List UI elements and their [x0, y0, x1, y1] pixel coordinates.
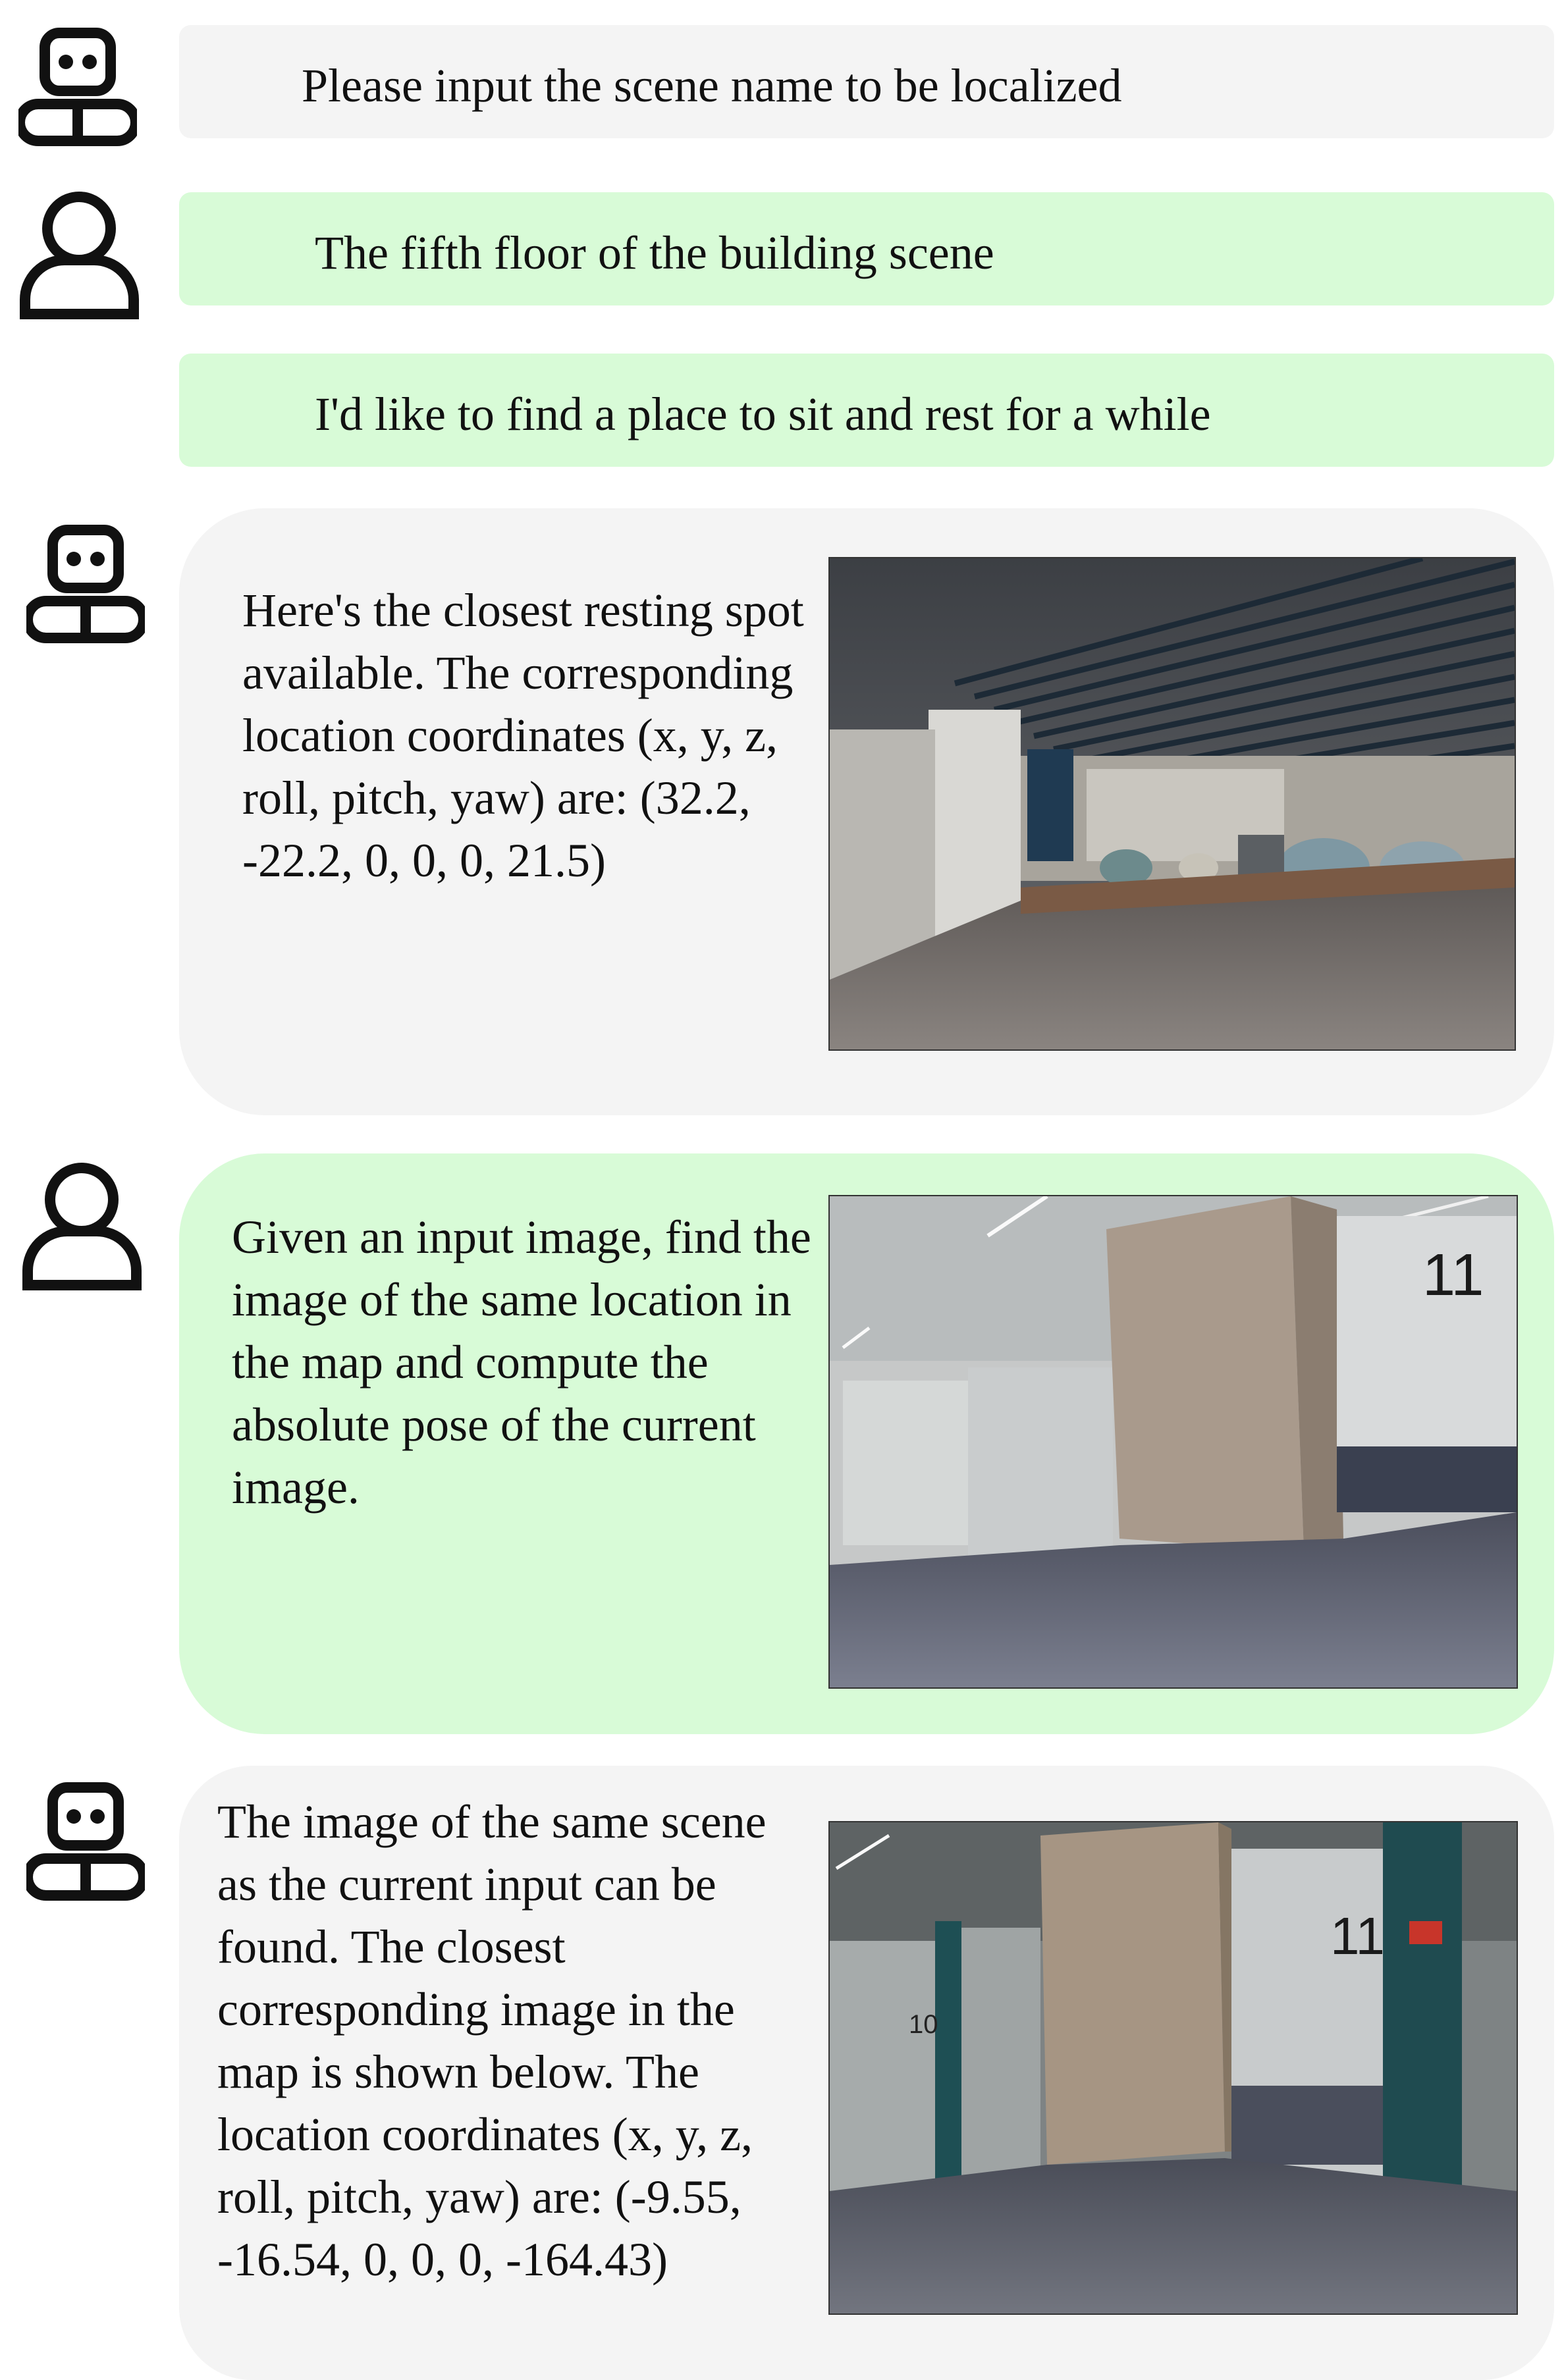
- robot-icon: [26, 523, 145, 645]
- user-message-text: I'd like to find a place to sit and rest for a while: [315, 388, 1211, 440]
- user-message-text: Given an input image, find the image of the same location in the map and compute the absolute pose of the current image.: [232, 1211, 811, 1514]
- lounge-photo: [828, 557, 1516, 1051]
- robot-icon: [18, 26, 137, 148]
- bot-message-text: Here's the closest resting spot available. The corresponding location coordinates (x, y, z, roll, pitch, yaw) are: (32.2, -22.2, 0, 0, 0, 21.5): [242, 584, 804, 887]
- robot-icon: [26, 1781, 145, 1903]
- corridor-query-photo: [828, 1195, 1518, 1689]
- bot-message-text: The image of the same scene as the current input can be found. The closest corresponding image in the map is shown below. The location coordinates (x, y, z, roll, pitch, yaw) are: (-9.55, -16.54, 0, 0, 0, -164.43): [217, 1795, 767, 2286]
- room-number-label: 11: [1330, 1907, 1386, 1965]
- person-icon: [21, 1159, 143, 1290]
- door-number-label: 10: [909, 2010, 938, 2039]
- user-message-text: The fifth floor of the building scene: [315, 226, 994, 279]
- room-number-label: 11: [1422, 1242, 1484, 1308]
- bot-message-text: Please input the scene name to be localized: [302, 59, 1122, 112]
- person-icon: [18, 188, 140, 319]
- corridor-map-photo: [828, 1821, 1518, 2315]
